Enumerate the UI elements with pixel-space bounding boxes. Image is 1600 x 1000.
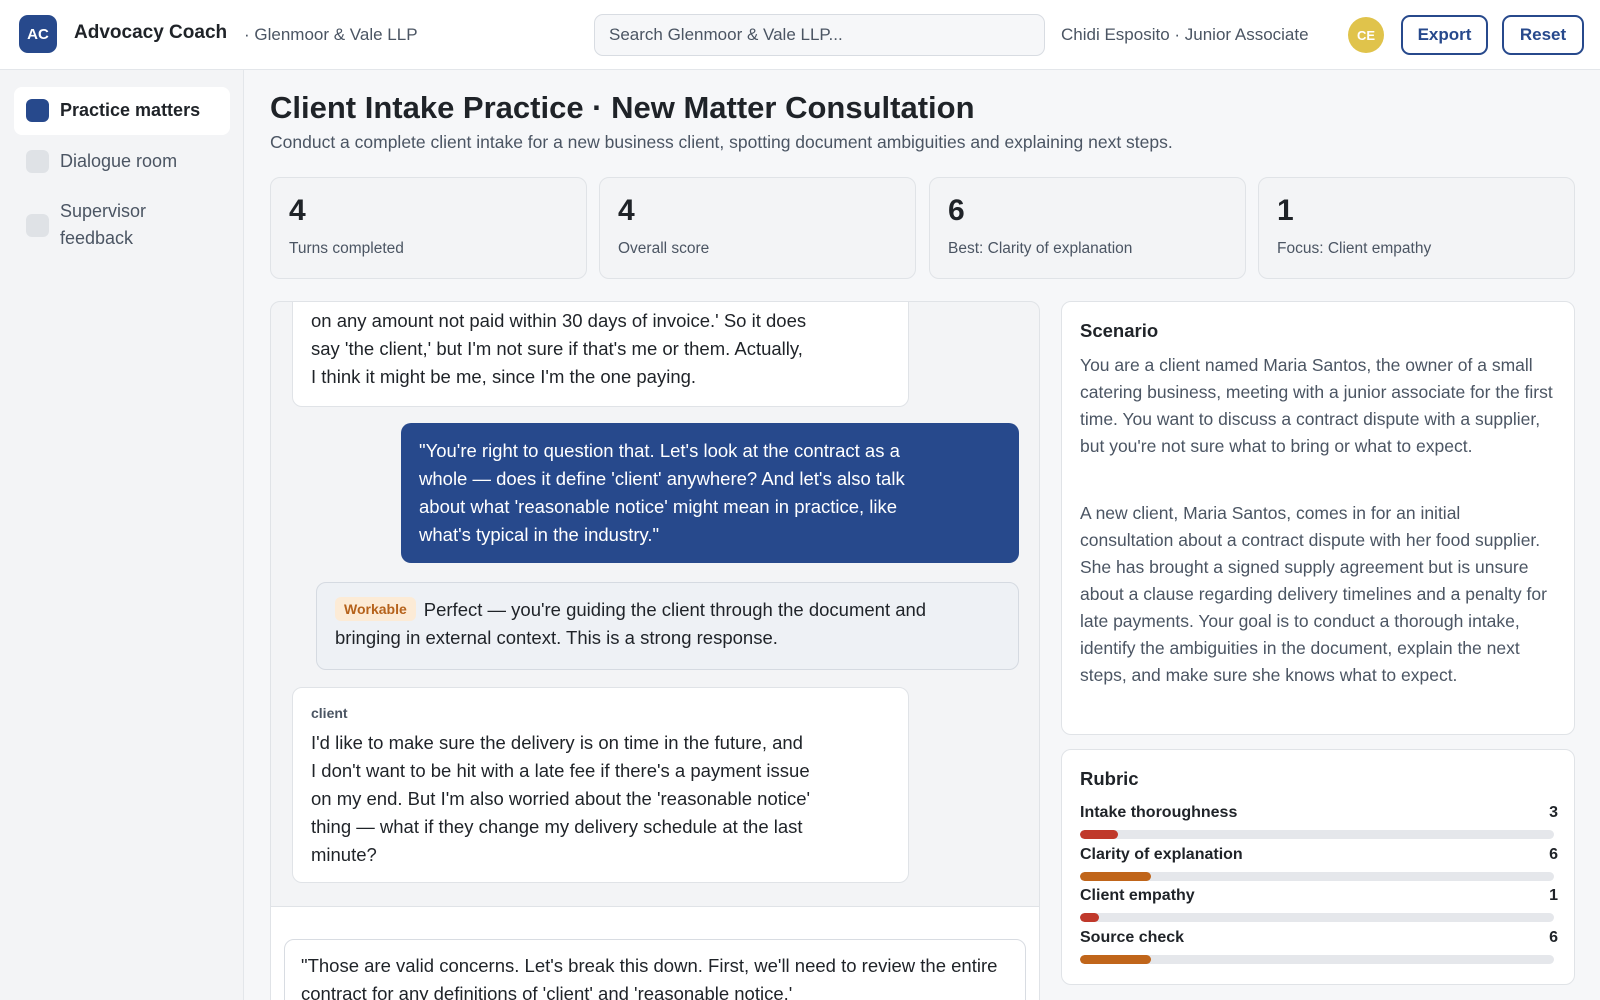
dialogue-panel[interactable]	[270, 301, 1040, 1000]
stat-label: Focus: Client empathy	[1277, 240, 1432, 257]
stat-card-overall-score	[599, 177, 916, 279]
message-line: "You're right to question that. Let's look at the contract as a	[419, 440, 900, 461]
speaker-label: client	[311, 705, 348, 721]
composer-area	[271, 906, 1040, 1000]
rubric-label: Clarity of explanation	[1080, 846, 1243, 863]
scenario-panel	[1061, 301, 1575, 735]
stat-card-turns	[270, 177, 587, 279]
app-name: Advocacy Coach	[74, 22, 228, 43]
stat-label: Turns completed	[289, 240, 404, 257]
message-line: whole — does it define 'client' anywhere? And let's also talk	[419, 468, 905, 489]
rubric-panel	[1061, 749, 1575, 985]
client-message	[292, 301, 909, 407]
page-subtitle: Conduct a complete client intake for a new business client, spotting document ambiguities and explaining next steps.	[270, 132, 1173, 152]
rubric-bar	[1080, 830, 1554, 839]
stat-card-best	[929, 177, 1246, 279]
nav-square-icon	[26, 214, 49, 237]
top-bar	[0, 0, 1600, 70]
avatar[interactable]: CE	[1348, 17, 1384, 53]
client-message	[292, 687, 909, 883]
app-logo: AC	[19, 15, 57, 53]
rubric-bar	[1080, 872, 1554, 881]
firm-name: · Glenmoor & Vale LLP	[244, 25, 418, 44]
sidebar-item-supervisor-feedback[interactable]	[14, 194, 230, 254]
user-message	[401, 423, 1019, 563]
coach-feedback	[316, 582, 1019, 670]
stat-label: Best: Clarity of explanation	[948, 240, 1133, 257]
stat-label: Overall score	[618, 240, 710, 257]
response-input[interactable]	[284, 939, 1026, 1000]
sidebar-item-dialogue-room[interactable]	[14, 138, 230, 186]
rubric-score: 6	[1549, 846, 1558, 863]
message-line: thing — what if they change my delivery schedule at the last	[311, 816, 803, 837]
export-button[interactable]: Export	[1401, 15, 1488, 55]
rating-badge: Workable	[335, 597, 416, 621]
sidebar-item-label: Practice matters	[60, 100, 201, 120]
rubric-bar	[1080, 913, 1554, 922]
stat-value: 4	[618, 194, 635, 227]
message-line: I'd like to make sure the delivery is on time in the future, and	[311, 732, 803, 753]
message-line: Perfect — you're guiding the client through the document and	[423, 599, 927, 620]
rubric-bar-fill	[1080, 872, 1151, 881]
rubric-row	[1080, 929, 1558, 947]
rubric-label: Client empathy	[1080, 887, 1195, 904]
stat-value: 1	[1277, 194, 1294, 227]
sidebar-item-label: Dialogue room	[60, 151, 178, 171]
reset-button[interactable]: Reset	[1502, 15, 1584, 55]
rubric-row	[1080, 846, 1558, 864]
rubric-label: Source check	[1080, 929, 1185, 946]
rubric-score: 1	[1549, 887, 1558, 904]
scenario-paragraph: You are a client named Maria Santos, the owner of a small catering business, meeting with a junior associate for the first time. You want to discuss a contract dispute with a supplier, but you're not sure what to bring or what to expect.	[1080, 355, 1553, 456]
rubric-bar	[1080, 955, 1554, 964]
scenario-title: Scenario	[1080, 320, 1159, 341]
rubric-bar-fill	[1080, 955, 1151, 964]
sidebar-item-label: Supervisor feedback	[60, 201, 147, 248]
rubric-row	[1080, 804, 1558, 822]
user-label: Chidi Esposito · Junior Associate	[1061, 25, 1309, 44]
rubric-score: 3	[1549, 804, 1558, 821]
rubric-bar-fill	[1080, 830, 1118, 839]
message-line: bringing in external context. This is a strong response.	[335, 627, 778, 648]
stat-value: 4	[289, 194, 306, 227]
sidebar-item-practice-matters[interactable]	[14, 87, 230, 135]
scenario-paragraph: A new client, Maria Santos, comes in for an initial consultation about a contract dispute with her food supplier. She has brought a signed supply agreement but is unsure about a clause regarding delivery timelines and a penalty for late payments. Your goal is to conduct a thorough intake, identify the ambiguities in the document, explain the next steps, and make sure she knows what to expect.	[1080, 503, 1547, 685]
rubric-title: Rubric	[1080, 768, 1139, 789]
message-line: minute?	[311, 844, 377, 865]
rubric-bar-fill	[1080, 913, 1099, 922]
sidebar	[0, 70, 244, 1000]
message-line: about what 'reasonable notice' might mean in practice, like	[419, 496, 898, 517]
nav-square-icon	[26, 150, 49, 173]
stat-card-focus	[1258, 177, 1575, 279]
message-line: on my end. But I'm also worried about the 'reasonable notice'	[311, 788, 811, 809]
stat-value: 6	[948, 194, 965, 227]
message-line: on any amount not paid within 30 days of invoice.' So it does	[311, 310, 807, 331]
nav-square-icon	[26, 99, 49, 122]
message-line: I don't want to be hit with a late fee if there's a payment issue	[311, 760, 810, 781]
rubric-row	[1080, 887, 1558, 905]
message-line: I think it might be me, since I'm the one paying.	[311, 366, 697, 387]
search-input[interactable]	[594, 14, 1045, 56]
page-title: Client Intake Practice · New Matter Consultation	[270, 90, 975, 125]
message-line: say 'the client,' but I'm not sure if that's me or them. Actually,	[311, 338, 803, 359]
rubric-score: 6	[1549, 929, 1558, 946]
rubric-label: Intake thoroughness	[1080, 804, 1238, 821]
message-line: what's typical in the industry."	[419, 524, 660, 545]
